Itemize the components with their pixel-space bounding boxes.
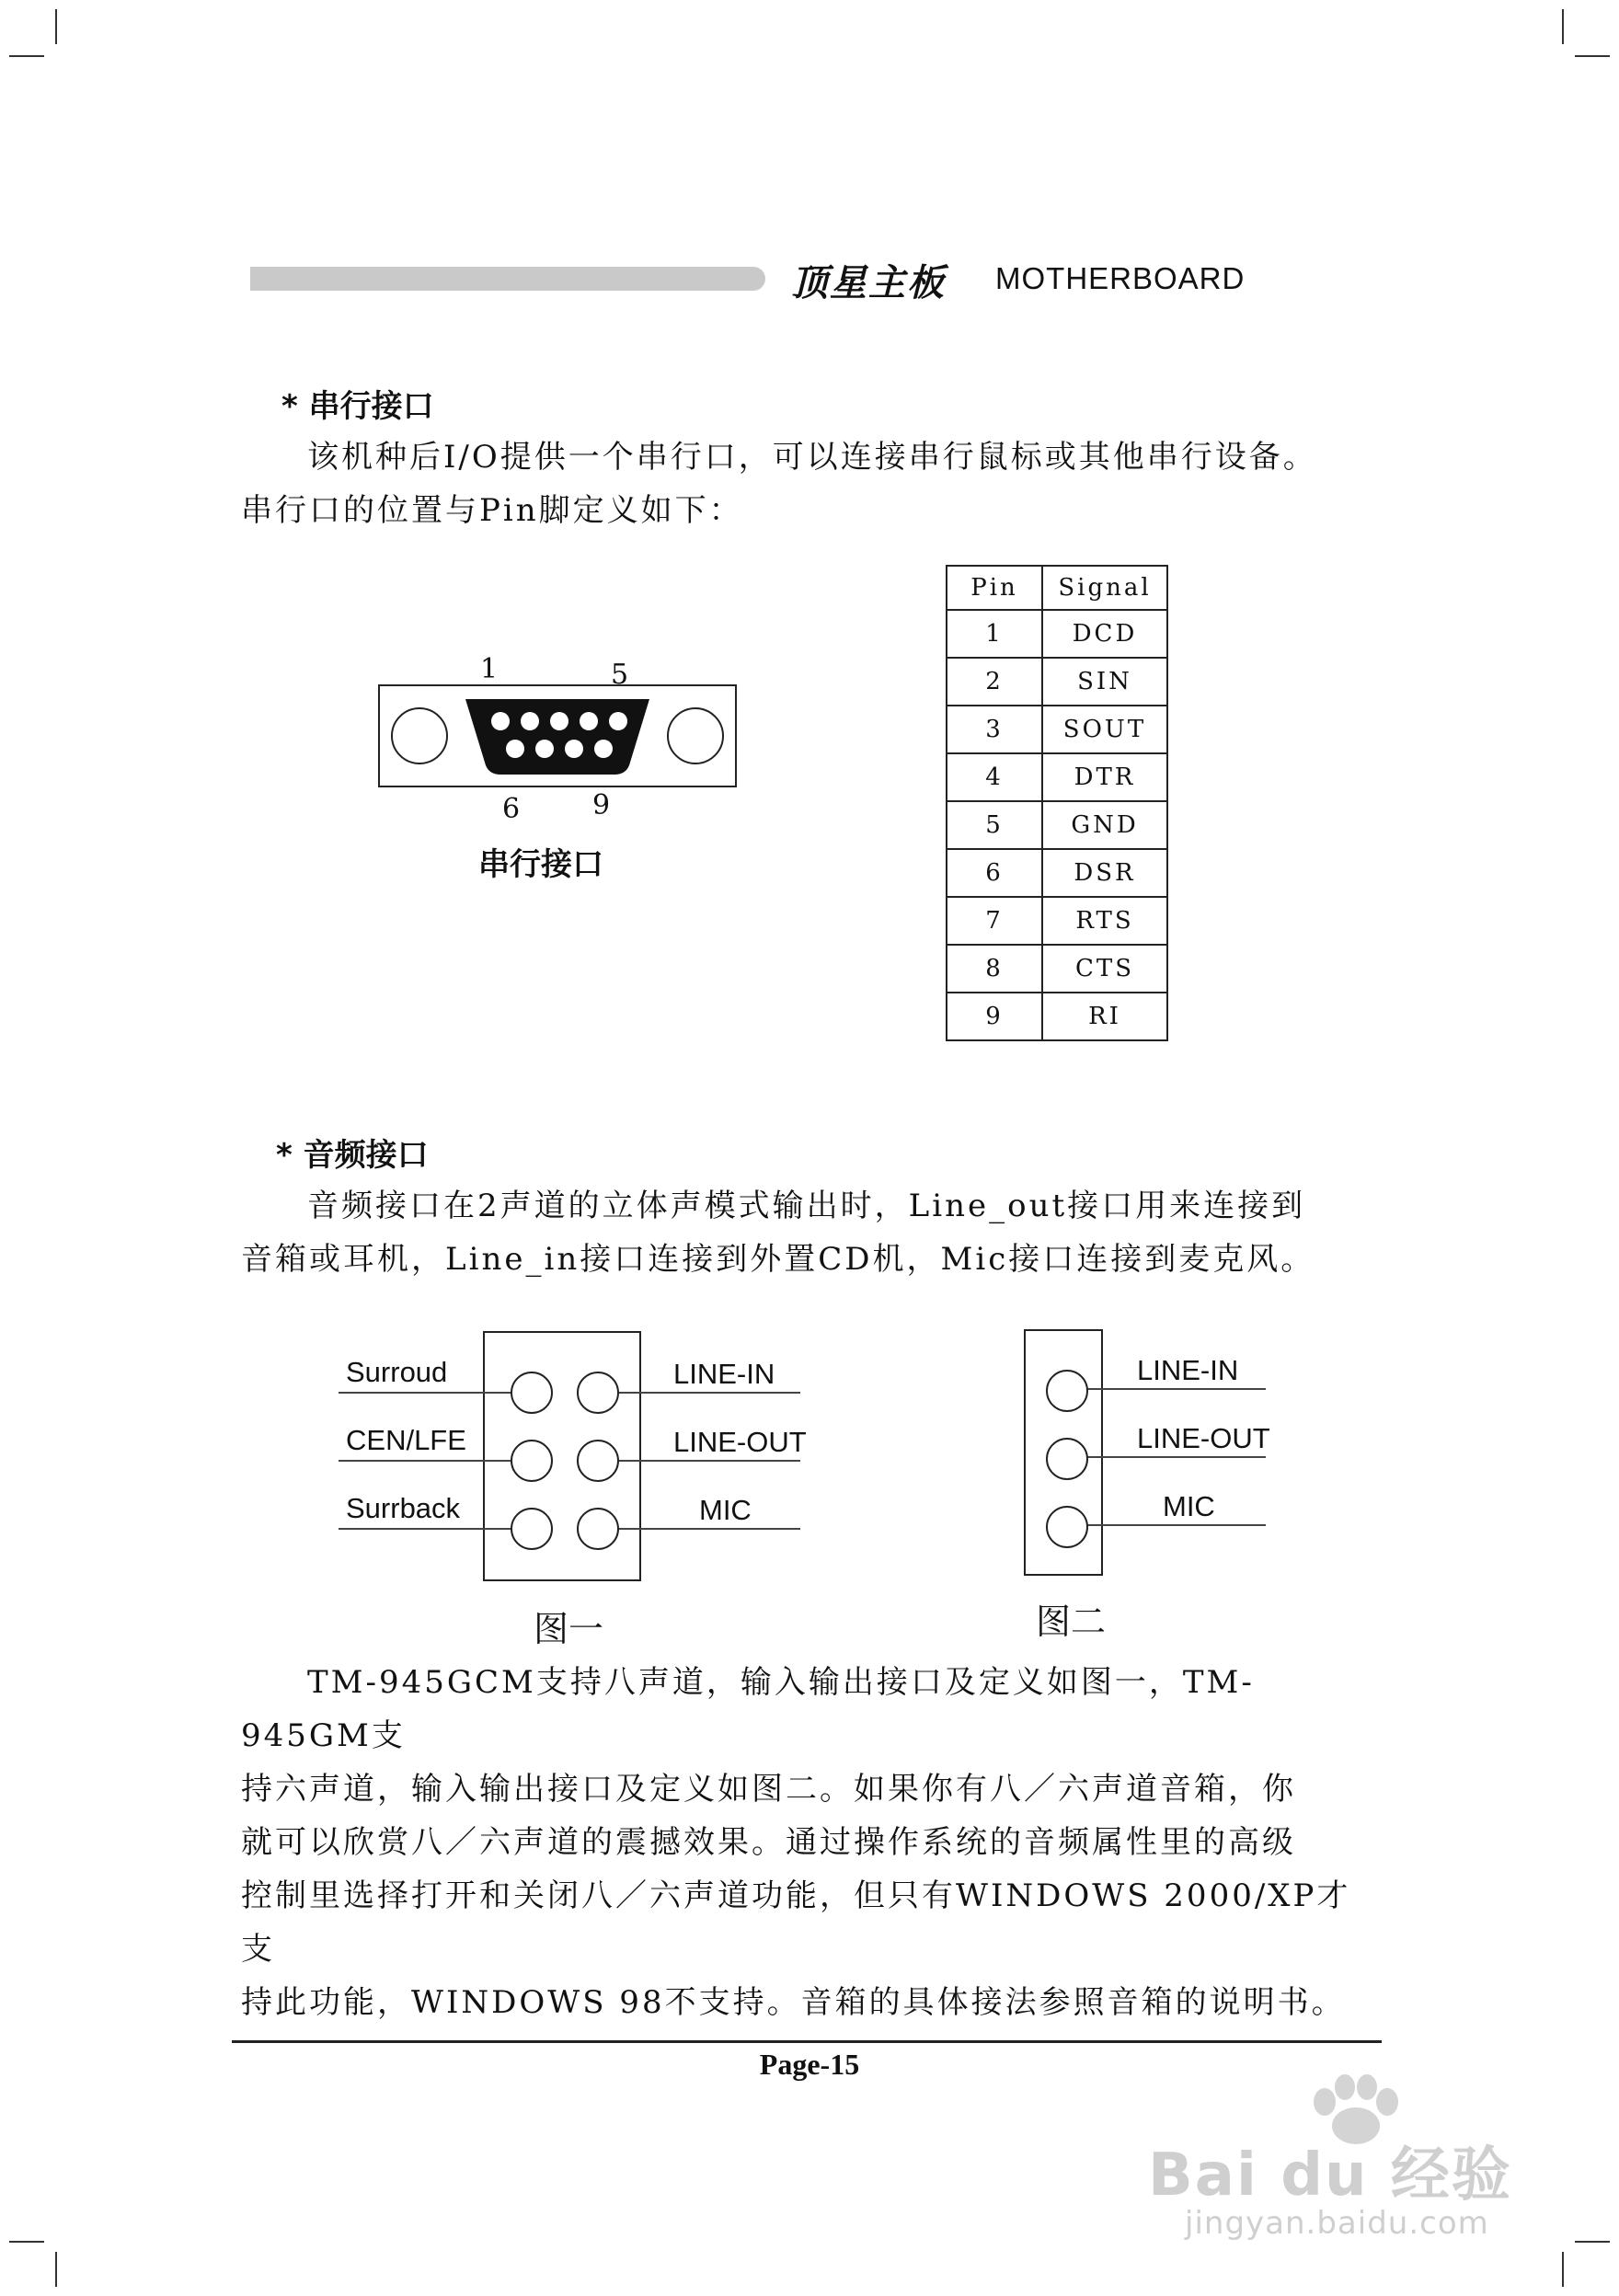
pin-signal: DTR (1042, 753, 1167, 801)
jack-label-cen-lfe: CEN/LFE (346, 1424, 466, 1456)
jack-label-surrback: Surrback (346, 1492, 461, 1524)
jack-label-line-in: LINE-IN (1137, 1354, 1239, 1386)
pin-number: 4 (947, 753, 1042, 801)
brand-name-cn: 顶星主板 (791, 262, 946, 304)
brand-name-en: MOTHERBOARD (995, 261, 1246, 295)
audio-para-line2: 音箱或耳机，Line_in接口连接到外置CD机，Mic接口连接到麦克风。 (241, 1241, 1315, 1278)
crop-mark (9, 2241, 44, 2243)
pin-number: 6 (947, 849, 1042, 897)
table-row (947, 801, 1167, 849)
table-row (947, 610, 1167, 658)
header-bar (250, 267, 765, 291)
table-row (947, 706, 1167, 753)
jack-label-line-in: LINE-IN (673, 1358, 775, 1390)
pin-signal: CTS (1042, 945, 1167, 993)
serial-para-line2: 串行口的位置与Pin脚定义如下： (241, 492, 743, 529)
serial-paragraph (241, 430, 1382, 537)
table-row (947, 993, 1167, 1040)
table-row (947, 897, 1167, 945)
crop-mark (9, 55, 44, 57)
audio-paragraph (241, 1179, 1382, 1286)
serial-para-line1: 该机种后I/O提供一个串行口，可以连接串行鼠标或其他串行设备。 (307, 439, 1317, 476)
watermark-brand: Bai du 经验 (1148, 2141, 1512, 2210)
audio-figure-2 (1012, 1323, 1288, 1580)
serial-heading: * 串行接口 (281, 388, 434, 425)
crop-mark (1575, 55, 1610, 57)
pin-number: 1 (947, 610, 1042, 658)
pin-label-9: 9 (592, 789, 611, 821)
pin-number: 8 (947, 945, 1042, 993)
table-row (947, 945, 1167, 993)
pin-label-6: 6 (502, 793, 521, 825)
table-header-row (947, 566, 1167, 610)
crop-mark (1575, 2241, 1610, 2243)
pin-signal: RTS (1042, 897, 1167, 945)
audio-para2-line3: 就可以欣赏八／六声道的震撼效果。通过操作系统的音频属性里的高级 (241, 1824, 1296, 1861)
table-row (947, 753, 1167, 801)
pin-signal: SOUT (1042, 706, 1167, 753)
crop-mark (55, 9, 57, 44)
audio-heading: * 音频接口 (276, 1137, 429, 1174)
pin-number: 5 (947, 801, 1042, 849)
pin-signal: DCD (1042, 610, 1167, 658)
pin-signal: GND (1042, 801, 1167, 849)
figure-2-caption: 图二 (1036, 1601, 1107, 1642)
pin-signal: DSR (1042, 849, 1167, 897)
jack-label-surround: Surroud (346, 1356, 448, 1388)
serial-connector-diagram (368, 644, 754, 883)
pin-label-1: 1 (480, 653, 499, 685)
audio-para2-line4: 控制里选择打开和关闭八／六声道功能，但只有WINDOWS 2000/XP才支 (241, 1877, 1351, 1968)
serial-diagram-caption: 串行接口 (478, 846, 603, 883)
watermark-url: jingyan.baidu.com (1185, 2205, 1489, 2242)
pin-signal: RI (1042, 993, 1167, 1040)
crop-mark (1562, 9, 1564, 44)
page-number: Page-15 (759, 2048, 860, 2081)
pin-number: 3 (947, 706, 1042, 753)
jack-label-mic: MIC (699, 1494, 752, 1526)
audio-paragraph-2 (241, 1656, 1382, 2029)
crop-mark (1562, 2252, 1564, 2287)
audio-para2-line1: TM-945GCM支持八声道，输入输出接口及定义如图一，TM-945GM支 (241, 1664, 1255, 1754)
table-header-signal: Signal (1042, 566, 1167, 610)
jack-label-mic: MIC (1163, 1490, 1215, 1522)
crop-mark (55, 2252, 57, 2287)
baidu-watermark (1148, 2074, 1534, 2240)
jack-label-line-out: LINE-OUT (673, 1426, 807, 1458)
pin-signal: SIN (1042, 658, 1167, 706)
pin-number: 7 (947, 897, 1042, 945)
jack-label-line-out: LINE-OUT (1137, 1422, 1270, 1454)
audio-figure-1 (331, 1325, 810, 1601)
audio-para2-line5: 持此功能，WINDOWS 98不支持。音箱的具体接法参照音箱的说明书。 (241, 1984, 1346, 2021)
pin-label-5: 5 (611, 659, 629, 691)
audio-para-line1: 音频接口在2声道的立体声模式输出时，Line_out接口用来连接到 (307, 1188, 1306, 1224)
table-row (947, 658, 1167, 706)
pin-number: 2 (947, 658, 1042, 706)
serial-pin-table (946, 565, 1168, 1041)
footer-rule (232, 2040, 1382, 2043)
figure-1-caption: 图一 (534, 1609, 604, 1649)
audio-para2-line2: 持六声道，输入输出接口及定义如图二。如果你有八／六声道音箱，你 (241, 1771, 1296, 1808)
table-header-pin: Pin (947, 566, 1042, 610)
table-row (947, 849, 1167, 897)
pin-number: 9 (947, 993, 1042, 1040)
